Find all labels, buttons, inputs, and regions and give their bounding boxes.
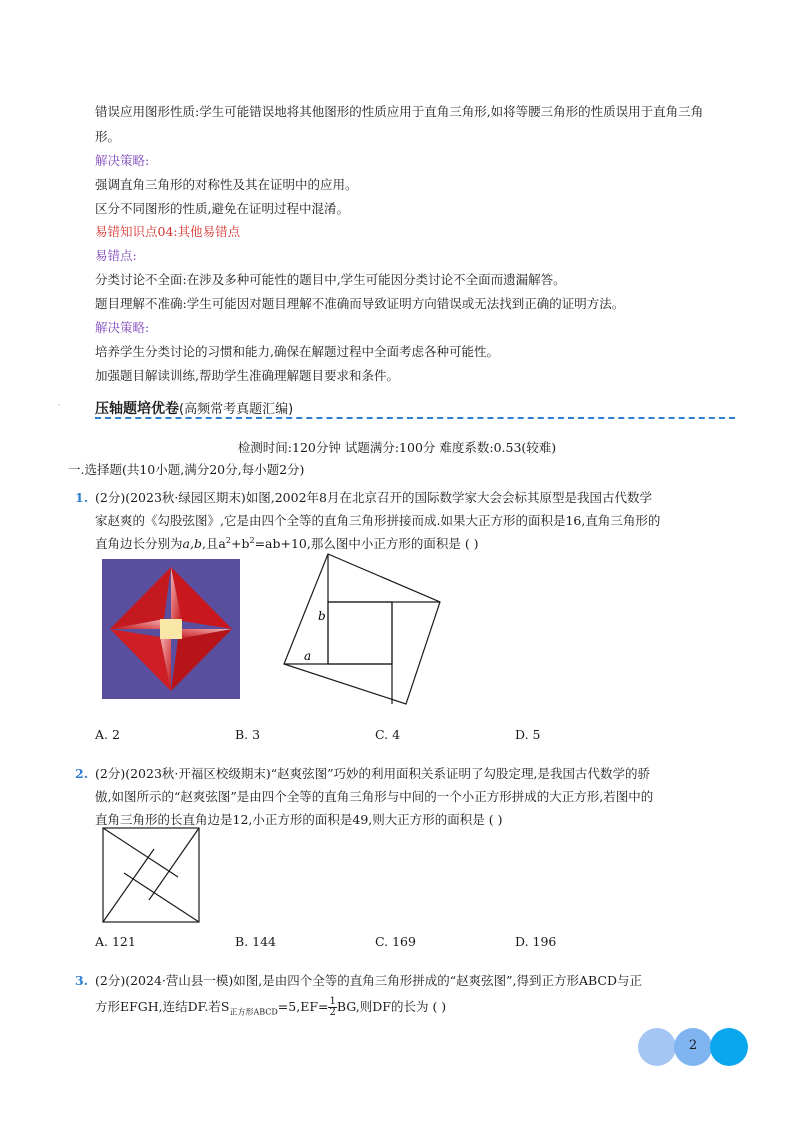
q1-text-c: ,且a [201,536,226,551]
q1-sup-a: 2 [225,535,231,545]
pitfall-item-1: 分类讨论不全面:在涉及多种可能性的题目中,学生可能因分类讨论不全面而遗漏解答。 [95,272,566,287]
label-a: a [304,649,312,663]
strategy-label-2: 解决策略: [95,320,150,335]
pencil-icon [58,390,98,420]
q1-vars: a,b [182,536,202,551]
strategy-label-1: 解决策略: [95,153,150,168]
section-title-sub: (高频常考真题汇编) [179,402,294,417]
question-1-line-1: (2分)(2023秋·绿园区期末)如图,2002年8月在北京召开的国际数学家大会会标其原型是我国古代数学 [95,490,652,505]
option-b[interactable]: B. 3 [235,727,261,742]
fraction-numerator: 1 [329,996,336,1007]
zhao-shuang-diagram-1 [282,552,444,706]
error-text-1b: 角 [690,104,704,119]
q1-text-e: =ab+10,那么图中小正方形的面积是 ( ) [254,536,479,551]
section-title [95,398,293,418]
section-title-main: 压轴题培优卷 [95,401,179,417]
option-d[interactable]: D. 196 [515,934,557,949]
error-paragraph [95,104,735,120]
congress-emblem-figure [102,559,240,699]
question-number: 2. [75,766,89,781]
q1-text-d: +b [230,536,250,551]
error-text-1: 错误应用图形性质:学生可能错误地将其他图形的性质应用于直角三角形,如将等腰三角形的性质误用于直角三 [95,104,691,119]
fraction-denominator: 2 [329,1007,336,1018]
q3-text-b: =5,EF= [277,999,329,1014]
page-number-badge [638,1028,750,1066]
option-b[interactable]: B. 144 [235,934,276,949]
q1-sup-b: 2 [249,535,255,545]
section-divider [95,417,735,419]
q3-subscript: 正方形ABCD [229,1007,278,1017]
question-2-options [95,934,655,949]
question-1-line-2: 家赵爽的《勾股弦图》,它是由四个全等的直角三角形拼接而成.如果大正方形的面积是16,直角三角形的 [95,513,661,528]
option-a[interactable]: A. 2 [95,727,120,742]
option-a[interactable]: A. 121 [95,934,136,949]
strategy-item-3: 培养学生分类讨论的习惯和能力,确保在解题过程中全面考虑各种可能性。 [95,344,499,359]
option-c[interactable]: C. 169 [375,934,416,949]
question-2-line-2: 傲,如图所示的“赵爽弦图”是由四个全等的直角三角形与中间的一个小正方形拼成的大正方形,若图中的 [95,789,654,804]
knowledge-point-title: 易错知识点04:其他易错点 [95,224,241,239]
question-number: 3. [75,973,89,988]
q3-text-c: BG,则DF的长为 ( ) [336,999,447,1014]
option-d[interactable]: D. 5 [515,727,541,742]
page-circle-right [710,1028,748,1066]
question-3 [75,968,735,1020]
question-1 [75,486,735,555]
question-3-line-1: (2分)(2024·营山县一模)如图,是由四个全等的直角三角形拼成的“赵爽弦图”,得到正方形ABCD与正 [95,973,643,988]
exam-info: 检测时间:120分钟 试题满分:100分 难度系数:0.53(较难) [237,440,557,455]
page-number: 2 [688,1038,698,1053]
q3-text-a: 方形EFGH,连结DF.若S [95,999,230,1014]
label-b: b [318,609,326,623]
question-number: 1. [75,490,89,505]
question-2-line-3: 直角三角形的长直角边是12,小正方形的面积是49,则大正方形的面积是 ( ) [95,812,503,827]
question-1-options [95,727,655,742]
page-circle-left [638,1028,676,1066]
question-3-line-2 [95,994,735,1020]
pitfall-item-2: 题目理解不准确:学生可能因对题目理解不准确而导致证明方向错误或无法找到正确的证明方法。 [95,296,625,311]
strategy-item-4: 加强题目解读训练,帮助学生准确理解题目要求和条件。 [95,368,399,383]
strategy-item-2: 区分不同图形的性质,避免在证明过程中混淆。 [95,201,349,216]
question-2-line-1: (2分)(2023秋·开福区校级期末)“赵爽弦图”巧妙的利用面积关系证明了勾股定理,是我国古代数学的骄 [95,766,651,781]
pitfall-label: 易错点: [95,248,137,263]
option-c[interactable]: C. 4 [375,727,401,742]
strategy-item-1: 强调直角三角形的对称性及其在证明中的应用。 [95,177,358,192]
question-2 [75,762,735,831]
part-heading: 一.选择题(共10小题,满分20分,每小题2分) [68,462,305,477]
zhao-shuang-diagram-2 [102,827,200,923]
fraction-one-half [328,997,336,1018]
error-text-2: 形。 [95,129,121,144]
q1-text-a: 直角边长分别为 [95,536,183,551]
